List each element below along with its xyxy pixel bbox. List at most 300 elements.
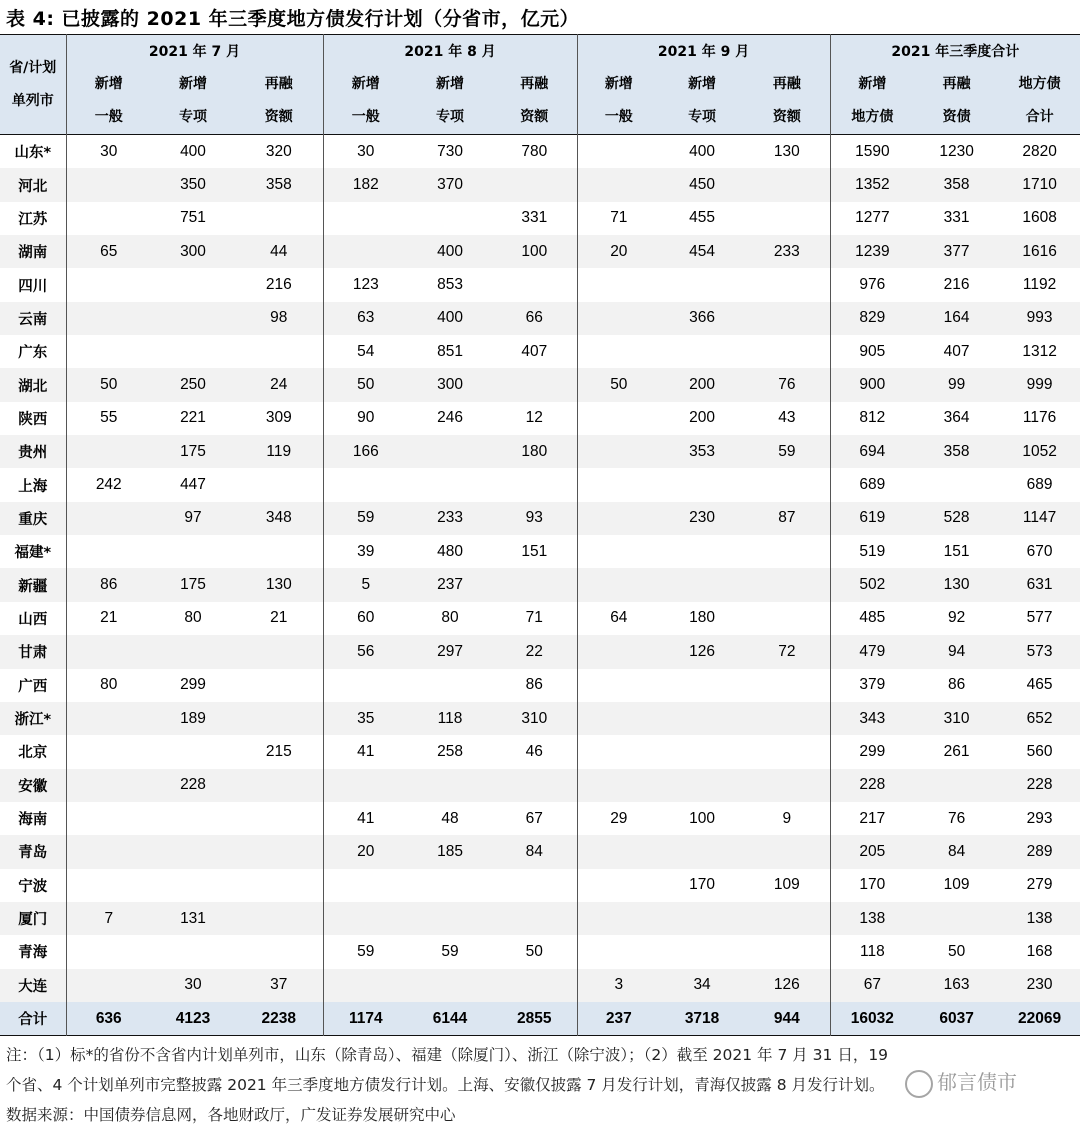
value-cell: 636	[66, 1002, 151, 1036]
sub-header-cell	[408, 67, 492, 135]
value-cell: 65	[66, 235, 151, 268]
note-line-2: 个省、4 个计划单列市完整披露 2021 年三季度地方债发行计划。上海、安徽仅披露 7 月发行计划，青海仅披露 8 月发行计划。	[6, 1076, 885, 1094]
value-cell: 300	[151, 235, 235, 268]
value-cell: 163	[914, 969, 999, 1002]
value-cell: 465	[1026, 676, 1053, 694]
province-cell: 青海	[18, 945, 48, 962]
value-cell: 59	[323, 502, 408, 535]
sub-header-cell	[492, 67, 577, 135]
table-row	[0, 969, 1080, 1002]
group-header-sep: 2021 年 9 月	[577, 35, 830, 68]
value-cell	[235, 869, 323, 902]
value-cell: 59	[441, 942, 459, 960]
sub-header-cell	[66, 67, 151, 135]
value-cell	[744, 602, 830, 635]
value-cell: 348	[235, 502, 323, 535]
value-cell: 12	[525, 409, 543, 427]
value-cell	[577, 335, 660, 368]
value-cell: 379	[830, 669, 914, 702]
value-cell	[408, 902, 492, 935]
value-cell	[66, 969, 151, 1002]
value-cell: 30	[323, 135, 408, 169]
value-cell: 853	[437, 276, 463, 294]
value-cell	[744, 835, 830, 868]
value-cell	[235, 835, 323, 868]
value-cell	[151, 535, 235, 568]
value-cell: 215	[265, 742, 292, 760]
sub-header-line: 资额	[772, 108, 801, 125]
source-line: 数据来源：中国债券信息网，各地财政厅，广发证券发展研究中心	[6, 1106, 456, 1124]
value-cell: 300	[408, 368, 492, 401]
value-cell: 999	[999, 368, 1080, 401]
value-cell: 1277	[830, 202, 914, 235]
table-row	[0, 135, 1080, 169]
value-cell	[744, 335, 830, 368]
sub-header-line: 再融	[942, 75, 971, 92]
table-row	[0, 268, 1080, 301]
value-cell: 16032	[830, 1002, 914, 1036]
province-cell: 湖北	[0, 368, 66, 401]
value-cell: 7	[66, 902, 151, 935]
value-cell: 1174	[323, 1002, 408, 1036]
sub-header-line: 新增	[179, 75, 207, 92]
value-cell: 90	[323, 402, 408, 435]
value-cell: 851	[437, 342, 463, 360]
province-cell: 上海	[18, 478, 48, 495]
value-cell: 59	[323, 935, 408, 968]
value-cell: 228	[151, 769, 235, 802]
value-cell: 377	[914, 235, 999, 268]
value-cell: 331	[943, 209, 970, 227]
table-row	[0, 935, 1080, 968]
table-row	[0, 902, 1080, 935]
table-row	[0, 702, 1080, 735]
value-cell: 86	[525, 676, 543, 694]
table-row	[0, 335, 1080, 368]
value-cell: 407	[521, 342, 548, 360]
value-cell: 447	[180, 476, 206, 494]
sub-header-cell	[577, 67, 660, 135]
table-row	[0, 869, 1080, 902]
value-cell	[235, 635, 323, 668]
value-cell: 37	[235, 969, 323, 1002]
table-body	[0, 135, 1080, 1036]
value-cell	[660, 468, 744, 501]
value-cell: 3718	[660, 1002, 744, 1036]
province-cell: 青岛	[0, 835, 66, 868]
value-cell	[744, 568, 830, 601]
group-header-q3-total: 2021 年三季度合计	[830, 35, 1080, 68]
value-cell: 573	[999, 635, 1080, 668]
value-cell	[151, 835, 235, 868]
value-cell	[235, 202, 323, 235]
value-cell: 34	[660, 969, 744, 1002]
value-cell: 400	[408, 302, 492, 335]
value-cell	[914, 902, 999, 935]
value-cell: 109	[943, 876, 970, 894]
value-cell	[235, 702, 323, 735]
value-cell: 454	[660, 235, 744, 268]
value-cell: 400	[180, 142, 206, 160]
value-cell	[744, 735, 830, 768]
value-cell: 1608	[1022, 209, 1057, 227]
corner-line-1: 省/计划	[9, 59, 57, 76]
value-cell: 358	[914, 168, 999, 201]
sub-header-cell	[235, 67, 323, 135]
value-cell: 55	[66, 402, 151, 435]
value-cell: 812	[830, 402, 914, 435]
value-cell: 64	[577, 602, 660, 635]
value-cell: 182	[323, 168, 408, 201]
value-cell: 4123	[151, 1002, 235, 1036]
value-cell: 200	[689, 409, 715, 427]
value-cell: 166	[323, 435, 408, 468]
value-cell: 131	[151, 902, 235, 935]
value-cell: 71	[525, 609, 543, 627]
value-cell: 151	[521, 542, 548, 560]
value-cell	[577, 468, 660, 501]
value-cell	[151, 869, 235, 902]
value-cell: 39	[323, 535, 408, 568]
value-cell: 780	[521, 142, 548, 160]
value-cell	[744, 702, 830, 735]
value-cell: 320	[265, 142, 292, 160]
value-cell	[660, 735, 744, 768]
value-cell: 216	[943, 276, 970, 294]
value-cell	[744, 669, 830, 702]
value-cell: 364	[943, 409, 970, 427]
value-cell: 59	[744, 435, 830, 468]
value-cell	[492, 869, 577, 902]
value-cell: 407	[943, 342, 970, 360]
sub-header-line: 新增	[94, 75, 123, 92]
sub-header-line: 再融	[772, 75, 801, 92]
table-row	[0, 568, 1080, 601]
value-cell: 175	[151, 568, 235, 601]
value-cell: 118	[830, 935, 914, 968]
province-cell: 山西	[18, 611, 48, 628]
value-cell: 24	[235, 368, 323, 401]
value-cell	[323, 869, 408, 902]
sub-header-line: 资债	[942, 108, 971, 125]
value-cell: 84	[914, 835, 999, 868]
value-cell: 485	[830, 602, 914, 635]
sub-header-line: 专项	[436, 108, 465, 125]
value-cell	[408, 969, 492, 1002]
value-cell: 2855	[492, 1002, 577, 1036]
value-cell	[151, 268, 235, 301]
sub-header-line: 新增	[436, 75, 465, 92]
value-cell	[744, 902, 830, 935]
table-row	[0, 302, 1080, 335]
value-cell: 730	[437, 142, 463, 160]
value-cell	[66, 635, 151, 668]
value-cell	[660, 902, 744, 935]
value-cell: 76	[744, 368, 830, 401]
value-cell: 900	[830, 368, 914, 401]
value-cell: 3	[577, 969, 660, 1002]
sub-header-line: 合计	[1025, 108, 1054, 125]
province-cell: 新疆	[0, 568, 66, 601]
value-cell: 205	[830, 835, 914, 868]
value-cell	[235, 769, 323, 802]
value-cell: 126	[744, 969, 830, 1002]
value-cell	[66, 702, 151, 735]
province-cell: 云南	[0, 302, 66, 335]
value-cell	[577, 769, 660, 802]
value-cell	[492, 568, 577, 601]
sub-header-line: 一般	[604, 108, 633, 125]
value-cell	[66, 735, 151, 768]
value-cell	[577, 635, 660, 668]
province-cell: 山东*	[14, 145, 52, 162]
value-cell	[660, 335, 744, 368]
table-row	[0, 402, 1080, 435]
value-cell	[660, 769, 744, 802]
value-cell	[744, 535, 830, 568]
value-cell: 519	[830, 535, 914, 568]
sub-header-line: 一般	[351, 108, 380, 125]
sub-header-line: 新增	[604, 75, 633, 92]
value-cell: 99	[914, 368, 999, 401]
value-cell: 50	[323, 368, 408, 401]
value-cell: 164	[914, 302, 999, 335]
value-cell: 309	[265, 409, 292, 427]
table-row	[0, 602, 1080, 635]
value-cell: 30	[66, 135, 151, 169]
value-cell: 221	[180, 409, 206, 427]
value-cell: 66	[492, 302, 577, 335]
value-cell: 1616	[999, 235, 1080, 268]
sub-header-line: 资额	[264, 108, 293, 125]
note-line-1: 注：（1）标*的省份不含省内计划单列市，山东（除青岛）、福建（除厦门）、浙江（除宁波）；（2）截至 2021 年 7 月 31 日，19	[6, 1046, 889, 1064]
value-cell	[323, 202, 408, 235]
value-cell	[577, 435, 660, 468]
sub-header-row	[0, 67, 1080, 135]
value-cell: 185	[408, 835, 492, 868]
value-cell: 138	[999, 902, 1080, 935]
value-cell: 343	[830, 702, 914, 735]
value-cell	[66, 335, 151, 368]
value-cell	[660, 535, 744, 568]
value-cell: 76	[947, 809, 966, 827]
province-cell: 广西	[18, 678, 48, 695]
value-cell: 652	[999, 702, 1080, 735]
value-cell	[66, 502, 151, 535]
value-cell: 130	[914, 568, 999, 601]
value-cell	[660, 935, 744, 968]
value-cell	[577, 835, 660, 868]
value-cell: 48	[441, 809, 459, 827]
table-row	[0, 735, 1080, 768]
value-cell: 80	[441, 609, 459, 627]
value-cell	[577, 402, 660, 435]
value-cell: 502	[830, 568, 914, 601]
value-cell: 50	[947, 942, 966, 960]
province-cell: 宁波	[18, 878, 48, 895]
value-cell	[577, 702, 660, 735]
sub-header-line: 新增	[351, 75, 380, 92]
table-row	[0, 802, 1080, 835]
province-cell: 安徽	[0, 769, 66, 802]
sub-header-line: 资额	[520, 108, 549, 125]
value-cell: 86	[947, 676, 966, 694]
value-cell: 170	[830, 869, 914, 902]
province-cell: 福建*	[14, 545, 52, 562]
value-cell: 400	[408, 235, 492, 268]
value-cell	[492, 268, 577, 301]
province-cell: 大连	[0, 969, 66, 1002]
value-cell: 217	[830, 802, 914, 835]
value-cell: 93	[492, 502, 577, 535]
value-cell	[151, 735, 235, 768]
sub-header-cell	[323, 67, 408, 135]
value-cell: 233	[744, 235, 830, 268]
value-cell: 43	[778, 409, 796, 427]
value-cell	[66, 168, 151, 201]
province-cell: 海南	[18, 812, 48, 829]
value-cell: 98	[235, 302, 323, 335]
watermark	[905, 1066, 1017, 1098]
value-cell: 905	[830, 335, 914, 368]
sub-header-cell	[660, 67, 744, 135]
value-cell	[744, 468, 830, 501]
value-cell	[66, 202, 151, 235]
value-cell: 250	[151, 368, 235, 401]
sub-header-cell	[744, 67, 830, 135]
table-row	[0, 435, 1080, 468]
value-cell	[66, 802, 151, 835]
value-cell: 30	[151, 969, 235, 1002]
value-cell: 35	[323, 702, 408, 735]
value-cell	[235, 535, 323, 568]
value-cell: 560	[1026, 742, 1053, 760]
value-cell: 1239	[830, 235, 914, 268]
sub-header-cell	[151, 67, 235, 135]
value-cell: 180	[492, 435, 577, 468]
value-cell	[492, 902, 577, 935]
value-cell: 455	[689, 209, 715, 227]
value-cell	[408, 468, 492, 501]
value-cell	[66, 769, 151, 802]
value-cell: 22069	[999, 1002, 1080, 1036]
table-row	[0, 468, 1080, 501]
value-cell: 246	[437, 409, 463, 427]
value-cell: 480	[437, 542, 463, 560]
value-cell: 261	[943, 742, 970, 760]
watermark-text: 郁言债市	[937, 1070, 1017, 1094]
value-cell: 228	[830, 769, 914, 802]
value-cell: 237	[577, 1002, 660, 1036]
value-cell	[744, 168, 830, 201]
province-cell: 四川	[18, 278, 48, 295]
corner-line-2: 单列市	[11, 92, 54, 109]
value-cell	[235, 335, 323, 368]
value-cell	[577, 902, 660, 935]
value-cell: 119	[235, 435, 323, 468]
sub-header-line: 再融	[264, 75, 293, 92]
value-cell: 297	[408, 635, 492, 668]
value-cell	[577, 502, 660, 535]
value-cell: 1312	[1022, 342, 1057, 360]
value-cell: 1176	[1022, 409, 1057, 427]
value-cell: 293	[1026, 809, 1053, 827]
value-cell: 44	[235, 235, 323, 268]
value-cell	[235, 902, 323, 935]
value-cell: 100	[689, 809, 715, 827]
value-cell: 84	[492, 835, 577, 868]
value-cell: 151	[943, 542, 970, 560]
value-cell: 72	[744, 635, 830, 668]
table-row	[0, 202, 1080, 235]
table-header	[0, 35, 1080, 135]
sub-header-line: 一般	[94, 108, 123, 125]
value-cell: 353	[660, 435, 744, 468]
value-cell	[323, 669, 408, 702]
value-cell	[323, 235, 408, 268]
value-cell	[323, 769, 408, 802]
value-cell	[744, 769, 830, 802]
value-cell	[151, 335, 235, 368]
value-cell: 50	[577, 368, 660, 401]
value-cell	[235, 669, 323, 702]
value-cell: 944	[744, 1002, 830, 1036]
value-cell: 63	[323, 302, 408, 335]
value-cell	[151, 635, 235, 668]
value-cell: 528	[914, 502, 999, 535]
value-cell	[235, 802, 323, 835]
value-cell: 689	[830, 468, 914, 501]
value-cell: 123	[323, 268, 408, 301]
table-row	[0, 235, 1080, 268]
value-cell: 358	[235, 168, 323, 201]
value-cell: 9	[782, 809, 792, 827]
value-cell: 87	[744, 502, 830, 535]
sub-header-line: 再融	[520, 75, 549, 92]
value-cell	[577, 568, 660, 601]
value-cell	[492, 168, 577, 201]
sub-header-cell	[830, 67, 914, 135]
value-cell: 279	[1026, 876, 1053, 894]
value-cell: 168	[1026, 942, 1053, 960]
value-cell	[408, 669, 492, 702]
value-cell	[66, 302, 151, 335]
value-cell	[408, 202, 492, 235]
value-cell: 109	[773, 876, 800, 894]
value-cell: 577	[1026, 609, 1053, 627]
value-cell: 56	[323, 635, 408, 668]
value-cell: 92	[947, 609, 966, 627]
value-cell: 751	[180, 209, 206, 227]
value-cell: 310	[492, 702, 577, 735]
value-cell: 22	[492, 635, 577, 668]
value-cell	[235, 935, 323, 968]
wechat-logo-icon	[905, 1070, 933, 1098]
value-cell: 97	[151, 502, 235, 535]
value-cell	[577, 735, 660, 768]
value-cell	[66, 535, 151, 568]
value-cell: 976	[830, 268, 914, 301]
value-cell: 180	[689, 609, 715, 627]
value-cell: 50	[66, 368, 151, 401]
value-cell: 138	[830, 902, 914, 935]
value-cell: 631	[999, 568, 1080, 601]
value-cell: 479	[830, 635, 914, 668]
province-cell: 广东	[18, 345, 48, 362]
group-header-jul: 2021 年 7 月	[66, 35, 323, 68]
corner-header	[0, 35, 66, 135]
sub-header-line: 新增	[858, 75, 887, 92]
